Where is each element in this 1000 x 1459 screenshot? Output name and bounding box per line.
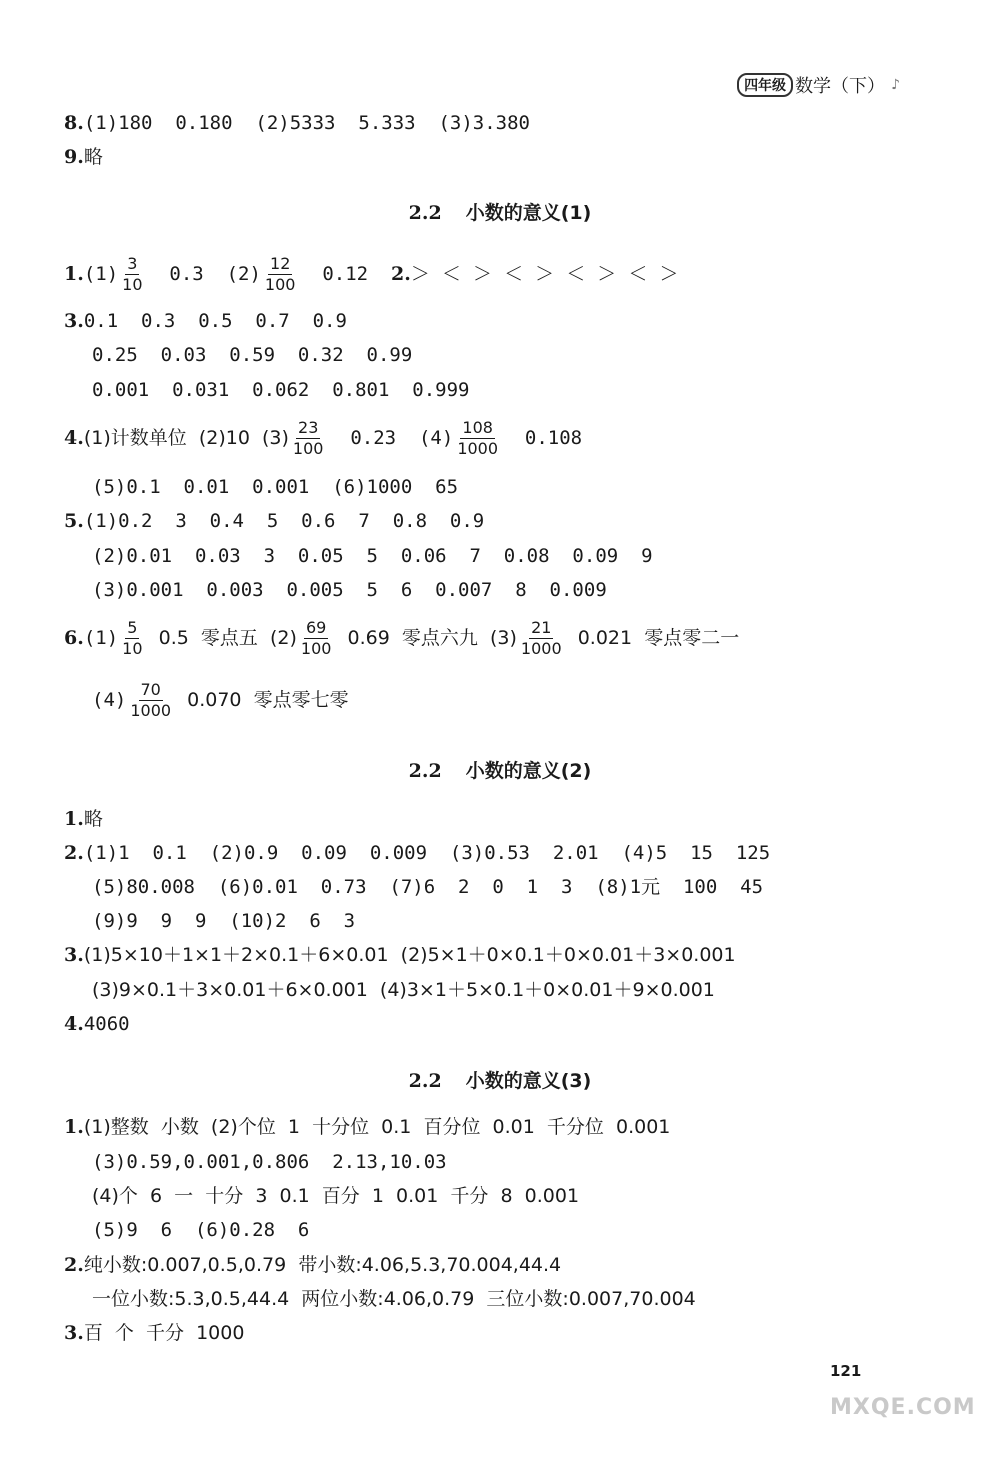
grade-badge: 四年级	[737, 73, 793, 97]
q-number: 1.	[64, 1116, 84, 1138]
fraction	[128, 680, 173, 721]
fraction	[299, 618, 334, 659]
numerator: 21	[531, 618, 552, 637]
denominator: 1000	[130, 701, 172, 720]
numerator: 70	[140, 680, 161, 699]
s3-answer-1	[64, 1114, 670, 1140]
answer-text: (3)0.59,0.001,0.806 2.13,10.03	[92, 1151, 447, 1173]
answer-text: (1)	[83, 263, 119, 285]
s3-answer-2-line-2	[92, 1286, 696, 1312]
s2-answer-1	[64, 806, 103, 832]
answer-text: 0.3 (2)	[146, 263, 261, 285]
s3-answer-2	[64, 1252, 561, 1278]
section-title-1	[0, 198, 1000, 225]
answer-text: 纯小数:0.007,0.5,0.79 带小数:4.06,5.3,70.004,44.4	[83, 1254, 562, 1276]
q-number: 2.	[64, 1254, 84, 1276]
s1-answer-5-line-2	[92, 543, 653, 569]
answer-text: 0.021 零点零二一	[565, 627, 740, 649]
s1-answer-3-line-2	[92, 342, 412, 368]
numerator: 12	[270, 254, 291, 273]
section-title-3	[0, 1066, 1000, 1093]
s2-answer-2-line-3	[92, 908, 355, 934]
answer-text: (4)个 6 一 十分 3 0.1 百分 1 0.01 千分 8 0.001	[92, 1185, 580, 1207]
s1-answer-3	[64, 308, 347, 334]
answer-text: (1)	[83, 627, 119, 649]
s1-answer-5	[64, 508, 484, 534]
answer-text: 0.070 零点零七零	[175, 689, 349, 711]
q-number: 5.	[64, 510, 84, 532]
denominator: 10	[122, 275, 143, 294]
s2-answer-2	[64, 840, 770, 866]
denominator: 100	[300, 639, 332, 658]
answer-text: 0.1 0.3 0.5 0.7 0.9	[83, 310, 347, 332]
s1-answer-5-line-3	[92, 577, 607, 603]
section-code: 2.2	[408, 202, 442, 224]
section-name: 小数的意义(2)	[465, 760, 592, 782]
answer-text: (3)0.001 0.003 0.005 5 6 0.007 8 0.009	[92, 579, 607, 601]
q-number: 3.	[64, 1322, 84, 1344]
answer-text: (1)1 0.1 (2)0.9 0.09 0.009 (3)0.53 2.01 (4)5 15 125	[83, 842, 771, 864]
answer-text: 4060	[83, 1013, 130, 1035]
s1-answer-6-line-2	[92, 676, 349, 724]
section-title-2	[0, 756, 1000, 783]
q-number: 2.	[64, 842, 84, 864]
section-code: 2.2	[408, 760, 442, 782]
answer-text: 0.69 零点六九 (3)	[335, 627, 517, 649]
answer-text: (4)	[92, 689, 127, 711]
q-number: 1.	[64, 808, 84, 830]
q-number: 9.	[64, 146, 84, 168]
q-number: 4.	[64, 1013, 84, 1035]
denominator: 100	[264, 275, 296, 294]
q-number: 8.	[64, 112, 84, 134]
section-name: 小数的意义(1)	[465, 202, 592, 224]
answer-text: 0.001 0.031 0.062 0.801 0.999	[92, 379, 470, 401]
answer-text: (5)9 6 (6)0.28 6	[92, 1219, 310, 1241]
answer-text: 一位小数:5.3,0.5,44.4 两位小数:4.06,0.79 三位小数:0.007,70.004	[92, 1288, 696, 1310]
fraction	[120, 254, 144, 295]
denominator: 10	[122, 639, 143, 658]
section-name: 小数的意义(3)	[465, 1070, 592, 1092]
q-number: 6.	[64, 627, 84, 649]
numerator: 5	[127, 618, 138, 637]
book-title: 数学（下）	[795, 76, 886, 97]
numerator: 23	[298, 418, 319, 437]
answer-text: (9)9 9 9 (10)2 6 3	[92, 910, 356, 932]
answer-text: (1)计数单位 (2)10 (3)	[83, 427, 289, 449]
s3-answer-1-line-3	[92, 1183, 579, 1209]
s1-answer-6	[64, 614, 739, 662]
s2-answer-3-line-2	[92, 977, 715, 1003]
q-number: 1.	[64, 263, 84, 285]
answer-9	[64, 144, 103, 170]
s1-answer-4-line-2	[92, 474, 458, 500]
page-header	[737, 72, 900, 98]
answer-text: 0.25 0.03 0.59 0.32 0.99	[92, 344, 413, 366]
decoration-icon: ♪	[891, 77, 900, 93]
answer-text: 百 个 千分 1000	[83, 1322, 245, 1344]
fraction	[455, 418, 500, 459]
answer-text: (5)80.008 (6)0.01 0.73 (7)6 2 0 1 3 (8)1元 100 45	[92, 876, 764, 898]
fraction	[120, 618, 144, 659]
answer-8	[64, 110, 530, 136]
fraction	[291, 418, 326, 459]
s3-answer-1-line-4	[92, 1217, 309, 1243]
answer-text: 0.108	[502, 427, 583, 449]
q-number: 3.	[64, 310, 84, 332]
answer-text: 0.23 (4)	[327, 427, 454, 449]
numerator: 69	[306, 618, 327, 637]
q-number: 4.	[64, 427, 84, 449]
watermark: MXQE.COM	[830, 1395, 976, 1420]
s1-answer-3-line-3	[92, 377, 470, 403]
fraction	[263, 254, 298, 295]
answer-text: (1)180 0.180 (2)5333 5.333 (3)3.380	[83, 112, 530, 134]
answer-text: 略	[83, 146, 103, 168]
answer-text: 略	[83, 808, 103, 830]
section-code: 2.2	[408, 1070, 442, 1092]
denominator: 1000	[457, 439, 499, 458]
s3-answer-3	[64, 1320, 244, 1346]
numerator: 3	[127, 254, 138, 273]
answer-text: (1)5×10＋1×1＋2×0.1＋6×0.01 (2)5×1＋0×0.1＋0×0.01＋3×0.001	[83, 944, 736, 966]
s1-answer-1	[64, 250, 678, 298]
answer-text: (2)0.01 0.03 3 0.05 5 0.06 7 0.08 0.09 9	[92, 545, 653, 567]
q-number: 3.	[64, 944, 84, 966]
fraction	[519, 618, 564, 659]
s2-answer-4	[64, 1011, 130, 1037]
answer-text: ＞ ＜ ＞ ＜ ＞ ＜ ＞ ＜ ＞	[410, 263, 679, 285]
answer-text: 0.5 零点五 (2)	[146, 627, 297, 649]
answer-text: 0.12	[299, 263, 391, 285]
s2-answer-2-line-2	[92, 874, 763, 900]
s2-answer-3	[64, 942, 736, 968]
answer-text: (5)0.1 0.01 0.001 (6)1000 65	[92, 476, 459, 498]
page-number: 121	[830, 1362, 862, 1380]
answer-text: (1)0.2 3 0.4 5 0.6 7 0.8 0.9	[83, 510, 485, 532]
answer-text: (3)9×0.1＋3×0.01＋6×0.001 (4)3×1＋5×0.1＋0×0.01＋9×0.001	[92, 979, 715, 1001]
s3-answer-1-line-2	[92, 1149, 447, 1175]
q-number: 2.	[390, 263, 411, 285]
denominator: 1000	[520, 639, 562, 658]
numerator: 108	[462, 418, 493, 437]
s1-answer-4	[64, 414, 582, 462]
denominator: 100	[292, 439, 324, 458]
answer-text: (1)整数 小数 (2)个位 1 十分位 0.1 百分位 0.01 千分位 0.001	[83, 1116, 671, 1138]
